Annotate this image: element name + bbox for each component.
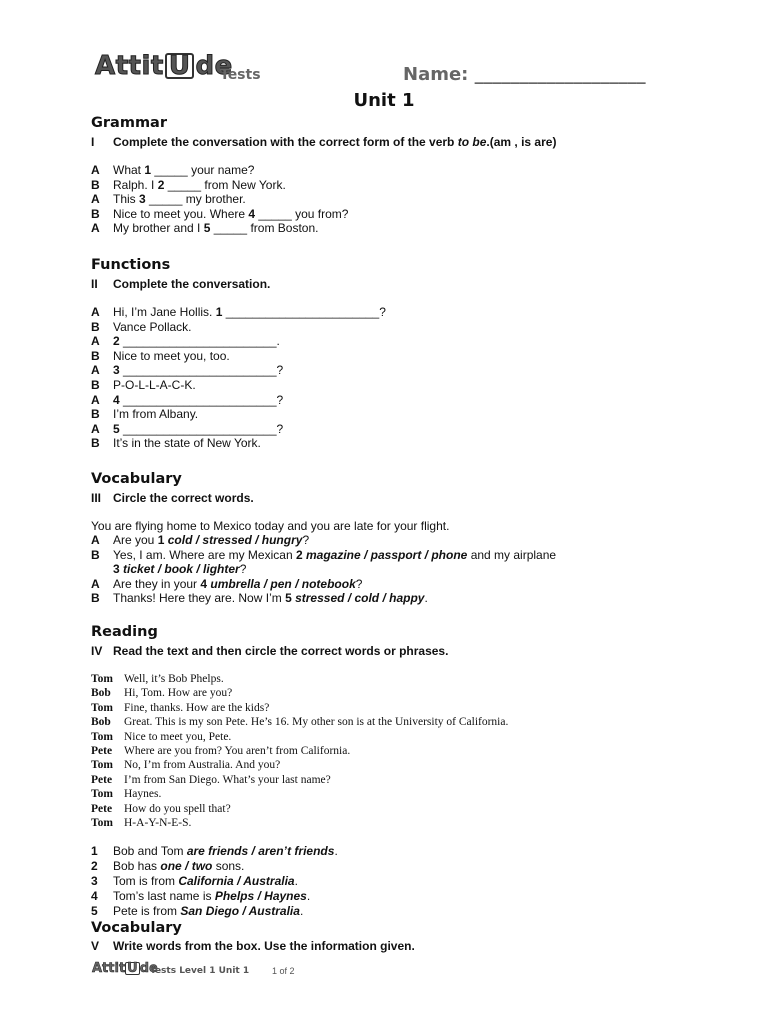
list-item <box>91 859 338 874</box>
answer-blank[interactable]: _______________________. <box>119 334 280 349</box>
speaker-label: B <box>91 436 100 451</box>
line-text: Nice to meet you. Where <box>113 206 249 221</box>
line-text: I’m from Albany. <box>113 407 199 422</box>
speaker-label: Pete <box>91 802 113 815</box>
table-row <box>91 701 508 715</box>
instruction-vocabulary-2: V Write words from the box. Use the information given. <box>91 939 415 953</box>
line-text: Bob and Tom <box>113 844 187 858</box>
list-item: 3 ticket / book / lighter? <box>113 562 247 577</box>
instruction-reading: IV Read the text and then circle the correct words or phrases. <box>91 644 449 658</box>
item-number: 1 <box>215 305 223 319</box>
line-text: . <box>334 844 338 858</box>
line-text: My brother and I <box>113 221 204 236</box>
dialogue-text: Nice to meet you, Pete. <box>124 730 232 743</box>
speaker-label: A <box>91 363 100 378</box>
section-heading-vocabulary: Vocabulary <box>91 471 182 487</box>
item-number: 4 <box>91 889 98 903</box>
speaker-label: A <box>91 163 100 177</box>
line-text: Nice to meet you, too. <box>113 348 230 363</box>
item-number: 5 <box>203 221 211 236</box>
list-item <box>91 874 338 889</box>
item-number: 5 <box>113 421 120 436</box>
speaker-label: Tom <box>91 788 113 801</box>
item-number: 3 <box>113 363 120 378</box>
line-text: Pete is from <box>113 904 181 918</box>
dialogue-text: Well, it’s Bob Phelps. <box>124 673 224 685</box>
dialogue-text: Haynes. <box>124 788 162 801</box>
speaker-label: A <box>91 192 100 207</box>
line-text: This <box>113 192 140 207</box>
vocabulary-conversation <box>91 533 556 606</box>
word-choice[interactable]: San Diego / Australia <box>180 904 300 918</box>
dialogue-text: H-A-Y-N-E-S. <box>124 817 192 830</box>
table-row <box>91 773 508 787</box>
list-item <box>91 393 386 408</box>
item-number: 3 <box>139 192 146 207</box>
line-text: Vance Pollack. <box>113 319 192 334</box>
list-item <box>91 320 386 335</box>
speaker-label: B <box>91 407 100 422</box>
speaker-label: Tom <box>91 759 113 772</box>
item-number: 4 <box>113 392 120 407</box>
reading-dialogue <box>91 672 508 830</box>
vocabulary-intro: You are flying home to Mexico today and you are late for your flight. <box>91 519 450 533</box>
speaker-label: Pete <box>91 745 113 758</box>
item-number: 3 <box>91 874 98 888</box>
speaker-label: B <box>91 206 100 221</box>
footer-logo: Attit U de <box>92 961 158 976</box>
table-row <box>91 787 508 801</box>
list-item <box>91 221 348 236</box>
line-text: . <box>294 874 298 888</box>
list-item <box>91 436 386 451</box>
item-number: 5 <box>91 904 98 918</box>
speaker-label: B <box>91 348 100 363</box>
speaker-label: A <box>91 334 100 349</box>
dialogue-text: Fine, thanks. How are the kids? <box>124 701 270 714</box>
section-heading-grammar: Grammar <box>91 115 167 131</box>
word-choice[interactable]: Phelps / Haynes <box>214 889 307 903</box>
dialogue-text: No, I’m from Australia. And you? <box>124 759 281 772</box>
answer-blank[interactable]: _____ my brother. <box>145 192 246 207</box>
table-row <box>91 816 508 830</box>
page-title: Unit 1 <box>353 90 415 111</box>
speaker-label: Tom <box>91 673 113 685</box>
line-text: . <box>306 889 311 903</box>
speaker-label: B <box>91 319 100 334</box>
speaker-label: A <box>91 392 100 407</box>
speaker-label: Tom <box>91 817 113 830</box>
line-text: Tom’s last name is <box>113 889 215 903</box>
item-number: 4 <box>248 206 256 221</box>
speaker-label: A <box>91 421 100 436</box>
line-text: Hi, I’m Jane Hollis. <box>113 305 216 319</box>
answer-blank[interactable]: _______________________? <box>119 421 284 436</box>
word-choice[interactable]: cold / stressed / hungry <box>167 533 303 547</box>
list-item <box>91 363 386 378</box>
list-item <box>91 163 348 178</box>
table-row <box>91 802 508 816</box>
dialogue-text: I’m from San Diego. What’s your last name? <box>124 773 331 786</box>
line-text: Bob has <box>113 859 161 873</box>
word-choice[interactable]: one / two <box>160 859 213 873</box>
line-text: Tom is from <box>113 874 179 888</box>
list-item <box>91 349 386 364</box>
answer-blank[interactable]: _____ your name? <box>151 163 255 177</box>
section-heading-functions: Functions <box>91 257 171 273</box>
item-number: 1 <box>144 163 152 177</box>
word-choice[interactable]: umbrella / pen / notebook <box>210 576 356 591</box>
table-row <box>91 686 508 700</box>
speaker-label: B <box>91 377 100 392</box>
list-item <box>91 889 338 904</box>
list-item <box>91 904 338 919</box>
word-choice[interactable]: California / Australia <box>178 874 295 888</box>
list-item: B Thanks! Here they are. Now I’m 5 stressed / cold / happy. <box>91 591 428 606</box>
answer-blank[interactable]: _______________________? <box>222 305 386 319</box>
list-item <box>91 378 386 393</box>
footer-text: Tests Level 1 Unit 1 <box>150 966 250 976</box>
line-text: It’s in the state of New York. <box>113 436 261 451</box>
line-text: P-O-L-L-A-C-K. <box>113 377 196 392</box>
word-choice[interactable]: ticket / book / lighter <box>123 562 240 577</box>
line-text: What <box>113 163 145 177</box>
speaker-label: Tom <box>91 730 113 743</box>
line-text: . <box>299 904 304 918</box>
table-row <box>91 730 508 744</box>
section-heading-reading: Reading <box>91 624 158 640</box>
dialogue-text: How do you spell that? <box>124 802 231 815</box>
list-item <box>91 305 386 320</box>
dialogue-text: Great. This is my son Pete. He’s 16. My other son is at the University of California. <box>124 716 509 729</box>
speaker-label: Tom <box>91 701 113 714</box>
dialogue-text: Hi, Tom. How are you? <box>124 687 233 700</box>
list-item: A Are you 1 cold / stressed / hungry? <box>91 533 310 547</box>
word-choice[interactable]: are friends / aren’t friends <box>186 844 335 858</box>
item-number: 2 <box>157 177 165 192</box>
list-item <box>91 334 386 349</box>
logo: Attit U de <box>95 51 233 81</box>
speaker-label: A <box>91 221 100 236</box>
item-number: 2 <box>113 334 120 349</box>
word-choice[interactable]: stressed / cold / happy <box>295 591 425 606</box>
answer-blank[interactable]: _______________________? <box>119 392 284 407</box>
table-row <box>91 758 508 772</box>
speaker-label: Bob <box>91 716 111 729</box>
section-heading-vocabulary-2: Vocabulary <box>91 920 182 936</box>
instruction-vocabulary: III Circle the correct words. <box>91 491 254 505</box>
word-choice[interactable]: magazine / passport / phone <box>305 547 468 562</box>
list-item <box>91 178 348 193</box>
functions-conversation <box>91 305 386 451</box>
instruction-functions: II Complete the conversation. <box>91 277 271 291</box>
instruction-grammar: I Complete the conversation with the correct form of the verb to be.(am , is are) <box>91 135 557 149</box>
page-number: 1 of 2 <box>272 966 295 976</box>
line-text: Ralph. I <box>113 177 158 192</box>
list-item <box>91 207 348 222</box>
table-row <box>91 672 508 686</box>
item-number: 1 <box>91 844 98 858</box>
table-row <box>91 744 508 758</box>
speaker-label: Pete <box>91 773 113 786</box>
answer-blank[interactable]: _____ from New York. <box>164 177 286 192</box>
answer-blank[interactable]: _____ you from? <box>255 206 349 221</box>
answer-blank[interactable]: _______________________? <box>119 363 284 378</box>
table-row <box>91 715 508 729</box>
answer-blank[interactable]: _____ from Boston. <box>210 221 319 236</box>
list-item <box>91 422 386 437</box>
list-item <box>91 192 348 207</box>
list-item: A Are they in your 4 umbrella / pen / notebook? <box>91 576 363 591</box>
list-item <box>91 844 338 859</box>
name-field-label: Name: ___________________ <box>403 64 646 85</box>
speaker-label: A <box>91 305 100 319</box>
speaker-label: Bob <box>91 687 111 700</box>
line-text: sons. <box>212 859 245 873</box>
list-item <box>91 407 386 422</box>
dialogue-text: Where are you from? You aren’t from California. <box>124 745 351 758</box>
item-number: 2 <box>91 859 98 873</box>
grammar-conversation <box>91 163 348 236</box>
list-item: B Yes, I am. Where are my Mexican 2 magazine / passport / phone and my airplane <box>91 547 557 562</box>
speaker-label: B <box>91 177 100 192</box>
logo-subtitle: Tests <box>220 67 261 83</box>
reading-questions <box>91 844 338 919</box>
